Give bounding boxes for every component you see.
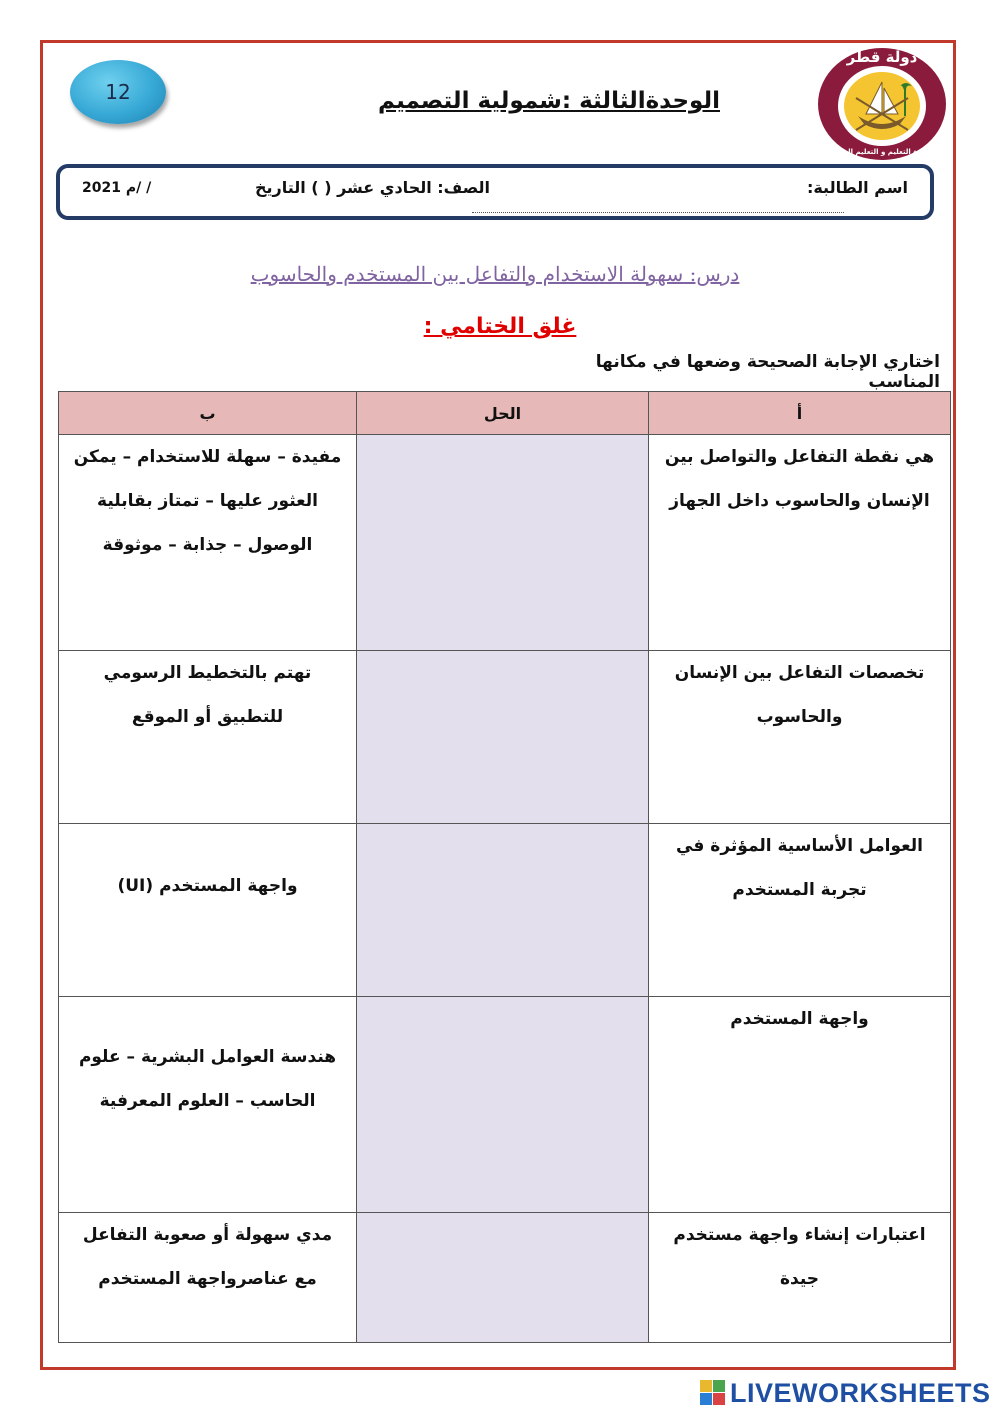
watermark-text: LIVEWORKSHEETS (730, 1377, 991, 1408)
unit-title: الوحدةالثالثة :شمولية التصميم (378, 88, 720, 114)
liveworksheets-watermark (700, 1376, 991, 1410)
date-value: م 2021/ / (82, 180, 152, 196)
logo-subtitle: وزارة التعليم و التعليم العالي (831, 148, 933, 156)
solution-drop-cell[interactable] (357, 824, 649, 997)
cell-b[interactable]: هندسة العوامل البشرية – علوم الحاسب – العلوم المعرفية (59, 997, 357, 1213)
cell-a: تخصصات التفاعل بين الإنسان والحاسوب (649, 651, 951, 824)
student-name-line[interactable] (472, 212, 844, 213)
cell-a: هي نقطة التفاعل والتواصل بين الإنسان والحاسوب داخل الجهاز (649, 435, 951, 651)
header-col-b: ب (59, 392, 357, 435)
student-info-box (56, 164, 934, 220)
liveworksheets-logo-icon (700, 1380, 726, 1406)
qatar-ministry-logo (808, 46, 954, 162)
solution-drop-cell[interactable] (357, 1213, 649, 1343)
page-number: 12 (105, 80, 131, 104)
table-row (59, 1213, 951, 1343)
cell-b[interactable]: واجهة المستخدم (UI) (59, 824, 357, 997)
cell-a: العوامل الأساسية المؤثرة في تجربة المستخدم (649, 824, 951, 997)
table-row (59, 824, 951, 997)
cell-b[interactable]: مدي سهولة أو صعوبة التفاعل مع عناصرواجهة المستخدم (59, 1213, 357, 1343)
header-col-a: أ (649, 392, 951, 435)
table-row (59, 997, 951, 1213)
cell-b[interactable]: مفيدة – سهلة للاستخدام – يمكن العثور عليها – تمتاز بقابلية الوصول – جذابة – موثوقة (59, 435, 357, 651)
table-row (59, 651, 951, 824)
class-date-label: الصف: الحادي عشر ( ) التاريخ (254, 178, 490, 197)
page-number-badge (70, 60, 166, 124)
logo-text: دولة قطر (846, 48, 918, 66)
cell-b[interactable]: تهتم بالتخطيط الرسومي للتطبيق أو الموقع (59, 651, 357, 824)
cell-a: اعتبارات إنشاء واجهة مستخدم جيدة (649, 1213, 951, 1343)
matching-table (58, 391, 951, 1343)
instruction-text: اختاري الإجابة الصحيحة وضعها في مكانها المناسب (595, 352, 940, 392)
cell-a: واجهة المستخدم (649, 997, 951, 1213)
solution-drop-cell[interactable] (357, 435, 649, 651)
table-row (59, 435, 951, 651)
closing-heading: غلق الختامي : (423, 314, 577, 339)
table-header-row (59, 392, 951, 435)
lesson-title: درس: سهولة الاستخدام والتفاعل بين المستخدم والحاسوب (250, 262, 740, 286)
student-name-label: اسم الطالبة: (806, 178, 908, 197)
solution-drop-cell[interactable] (357, 651, 649, 824)
header-col-solution: الحل (357, 392, 649, 435)
solution-drop-cell[interactable] (357, 997, 649, 1213)
